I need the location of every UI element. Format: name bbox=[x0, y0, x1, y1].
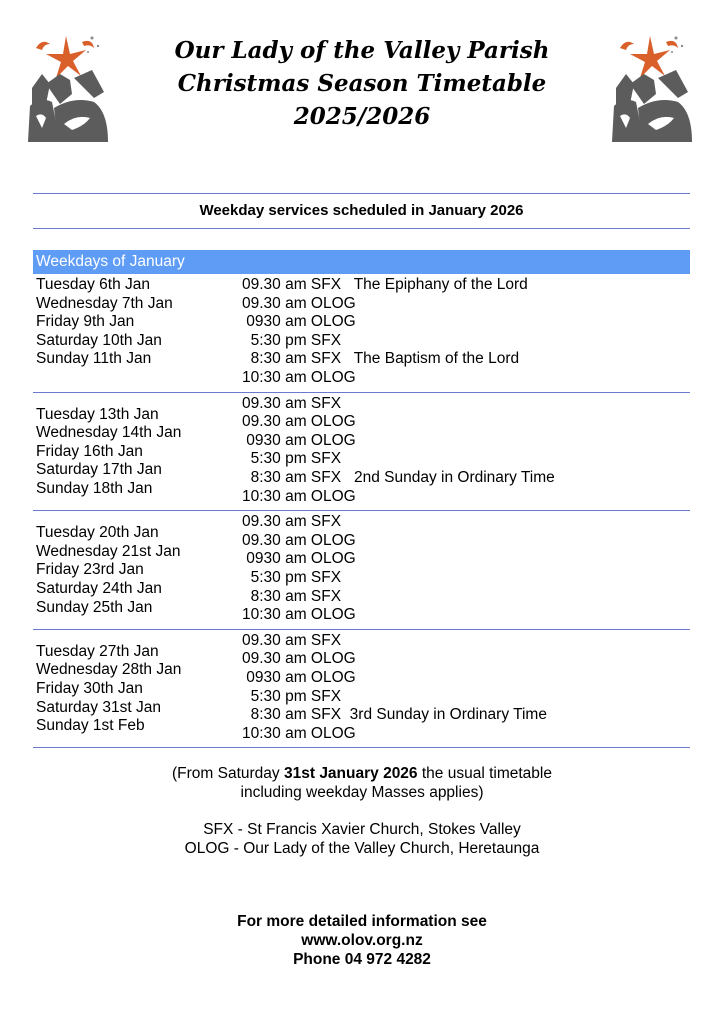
service-time: 10:30 am OLOG bbox=[242, 724, 356, 742]
service-time: 5:30 pm SFX bbox=[242, 687, 342, 705]
service-time: 5:30 pm SFX bbox=[242, 331, 342, 349]
day-label: Wednesday 21st Jan bbox=[36, 542, 181, 560]
timetable-note bbox=[0, 764, 724, 802]
legend-sfx: SFX - St Francis Xavier Church, Stokes Valley bbox=[203, 821, 521, 838]
week-service-times bbox=[242, 513, 356, 625]
week-block bbox=[33, 511, 690, 630]
service-time: 09.30 am OLOG bbox=[242, 650, 356, 668]
day-label: Friday 9th Jan bbox=[36, 313, 135, 331]
day-label: Tuesday 20th Jan bbox=[36, 524, 159, 542]
service-time: 10:30 am OLOG bbox=[242, 368, 356, 386]
title-line-parish: Our Lady of the Valley Parish bbox=[174, 37, 550, 64]
title-line-year: 2025/2026 bbox=[293, 103, 431, 130]
footer-phone: Phone 04 972 4282 bbox=[293, 951, 431, 968]
note-prefix: (From Saturday bbox=[172, 765, 284, 782]
title-line-timetable: Christmas Season Timetable bbox=[177, 70, 547, 97]
day-label: Sunday 1st Feb bbox=[36, 717, 145, 735]
note-suffix: the usual timetable bbox=[417, 765, 552, 782]
page-header bbox=[0, 0, 724, 160]
service-time: 0930 am OLOG bbox=[242, 431, 356, 449]
day-label: Saturday 24th Jan bbox=[36, 579, 162, 597]
page-title bbox=[130, 34, 594, 133]
service-time: 8:30 am SFX The Baptism of the Lord bbox=[242, 350, 520, 368]
service-time: 0930 am OLOG bbox=[242, 313, 356, 331]
day-label: Saturday 31st Jan bbox=[36, 698, 161, 716]
table-header: Weekdays of January bbox=[33, 250, 690, 274]
week-days bbox=[36, 643, 181, 736]
week-block bbox=[33, 630, 690, 749]
table-body bbox=[33, 274, 690, 748]
service-time: 5:30 pm SFX bbox=[242, 568, 342, 586]
day-label: Sunday 11th Jan bbox=[36, 350, 152, 368]
day-label: Tuesday 13th Jan bbox=[36, 405, 159, 423]
week-block bbox=[33, 393, 690, 512]
church-legend bbox=[0, 820, 724, 858]
week-days bbox=[36, 524, 180, 617]
service-time: 8:30 am SFX 3rd Sunday in Ordinary Time bbox=[242, 706, 547, 724]
week-block bbox=[33, 274, 690, 393]
day-label: Sunday 25th Jan bbox=[36, 598, 153, 616]
day-label: Friday 30th Jan bbox=[36, 679, 143, 697]
day-label: Friday 16th Jan bbox=[36, 442, 143, 460]
week-service-times bbox=[242, 395, 555, 507]
week-days bbox=[36, 276, 173, 369]
day-label: Wednesday 14th Jan bbox=[36, 424, 182, 442]
week-days bbox=[36, 406, 181, 499]
service-time: 09.30 am OLOG bbox=[242, 294, 356, 312]
week-service-times bbox=[242, 632, 547, 744]
service-time: 09.30 am OLOG bbox=[242, 413, 356, 431]
nativity-star-icon bbox=[610, 28, 696, 146]
note-line-2: including weekday Masses applies) bbox=[240, 784, 484, 801]
service-time: 5:30 pm SFX bbox=[242, 450, 342, 468]
service-time: 10:30 am OLOG bbox=[242, 606, 356, 624]
contact-footer bbox=[0, 912, 724, 969]
service-time: 09.30 am SFX The Epiphany of the Lord bbox=[242, 276, 528, 293]
day-label: Saturday 10th Jan bbox=[36, 331, 162, 349]
service-time: 8:30 am SFX 2nd Sunday in Ordinary Time bbox=[242, 468, 555, 486]
day-label: Friday 23rd Jan bbox=[36, 561, 144, 579]
service-time: 10:30 am OLOG bbox=[242, 487, 356, 505]
service-time: 09.30 am SFX bbox=[242, 631, 342, 649]
note-line-1 bbox=[0, 764, 724, 783]
nativity-star-icon bbox=[26, 28, 112, 146]
day-label: Saturday 17th Jan bbox=[36, 461, 162, 479]
schedule-table bbox=[33, 250, 690, 748]
day-label: Tuesday 27th Jan bbox=[36, 642, 159, 660]
section-subheading: Weekday services scheduled in January 2026 bbox=[33, 193, 690, 229]
service-time: 09.30 am SFX bbox=[242, 513, 342, 531]
note-date: 31st January 2026 bbox=[283, 765, 418, 782]
day-label: Sunday 18th Jan bbox=[36, 479, 153, 497]
service-time: 0930 am OLOG bbox=[242, 550, 356, 568]
legend-olog: OLOG - Our Lady of the Valley Church, Heretaunga bbox=[184, 840, 540, 857]
day-label: Wednesday 28th Jan bbox=[36, 661, 182, 679]
service-time: 09.30 am SFX bbox=[242, 394, 342, 412]
service-time: 8:30 am SFX bbox=[242, 587, 342, 605]
day-label: Tuesday 6th Jan bbox=[36, 276, 151, 293]
week-service-times bbox=[242, 276, 528, 388]
footer-website[interactable]: www.olov.org.nz bbox=[301, 932, 423, 949]
service-time: 0930 am OLOG bbox=[242, 668, 356, 686]
footer-info: For more detailed information see bbox=[237, 913, 487, 930]
service-time: 09.30 am OLOG bbox=[242, 531, 356, 549]
day-label: Wednesday 7th Jan bbox=[36, 294, 173, 312]
